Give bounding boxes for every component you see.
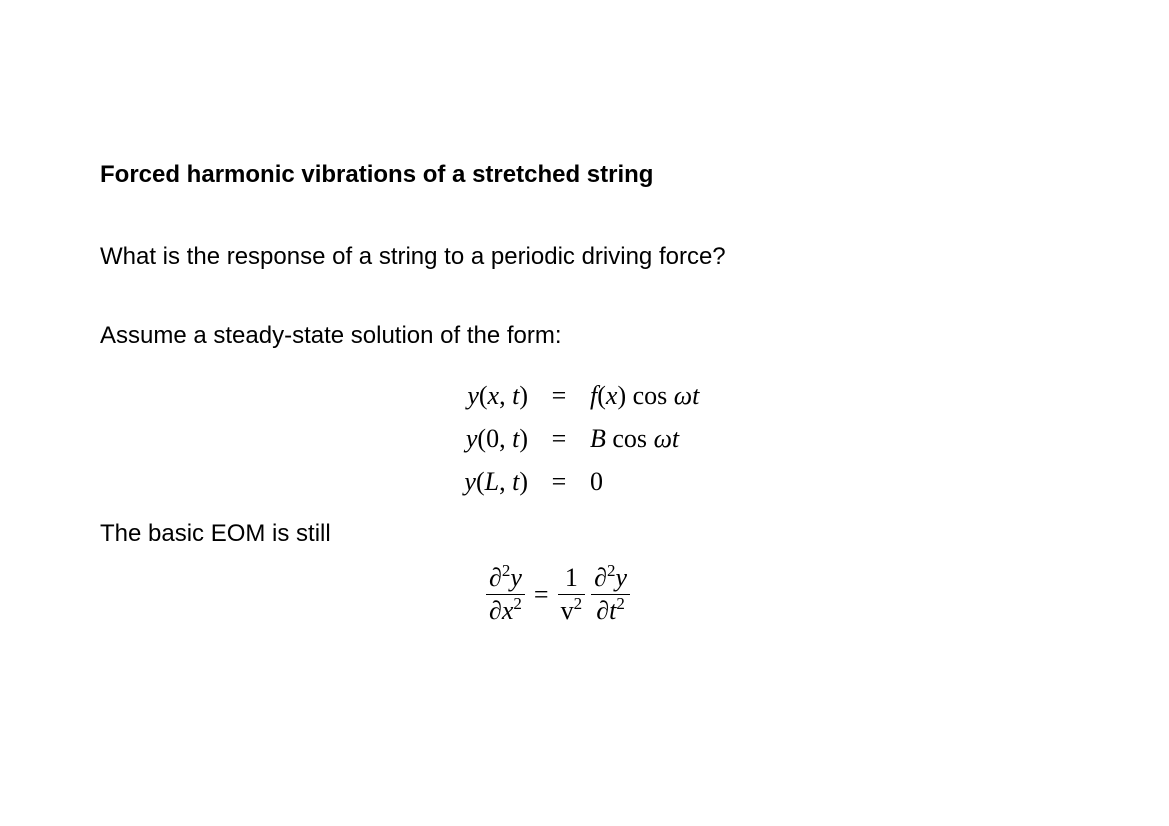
equals-sign: = [533, 579, 549, 609]
equation-rhs: B cos ωt [590, 424, 680, 453]
equation-row-steady-state [440, 376, 730, 419]
equation-row-boundary-left [440, 419, 730, 462]
equals-sign: = [551, 424, 567, 453]
fraction-denominator: $\partial x^2$ [489, 594, 522, 625]
equation-row-boundary-right [440, 462, 730, 505]
equation-lhs: y(x, t) [467, 381, 528, 410]
fraction-rhs [591, 562, 630, 627]
assumption-text: Assume a steady-state solution of the form: [100, 322, 562, 349]
fraction-numerator: ∂$^2$y [594, 561, 627, 592]
equation-rhs: 0 [590, 467, 603, 496]
equation-rhs: f(x) cos ωt [590, 381, 700, 410]
eom-intro-text: The basic EOM is still [100, 520, 331, 547]
boundary-equations [440, 376, 730, 505]
equals-sign: = [551, 467, 567, 496]
equals-sign: = [551, 381, 567, 410]
slide-title: Forced harmonic vibrations of a stretched string [100, 161, 654, 188]
fraction-numerator: ∂$^2$y [489, 561, 522, 592]
fraction-denominator: $\partial t^2$ [596, 594, 625, 625]
fraction-numerator: 1 [564, 563, 578, 592]
question-text: What is the response of a string to a periodic driving force? [100, 243, 726, 270]
equation-lhs: y(L, t) [464, 467, 528, 496]
fraction-lhs [486, 562, 525, 627]
fraction-coefficient [558, 562, 586, 627]
equation-lhs: y(0, t) [465, 424, 528, 453]
wave-equation [483, 562, 633, 627]
fraction-denominator: $v^2$ [560, 594, 583, 625]
